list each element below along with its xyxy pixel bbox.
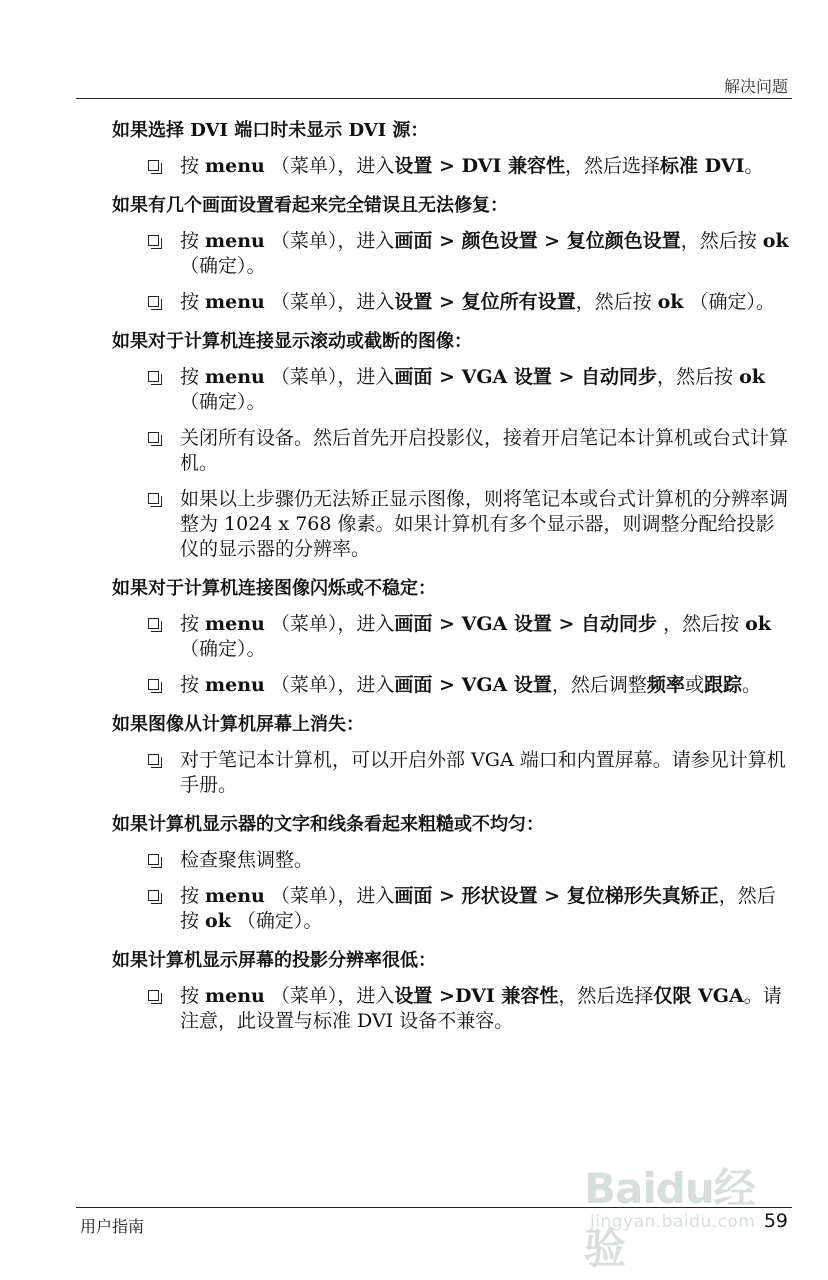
checkbox-bullet-icon — [148, 890, 159, 901]
item-text: 画面 > VGA 设置 > 自动同步 — [394, 613, 658, 635]
section — [112, 118, 792, 179]
item-text: ，然后按 — [575, 291, 658, 313]
list-item — [112, 848, 792, 873]
list-item — [112, 229, 792, 279]
item-text: （确定）。 — [180, 255, 266, 277]
page-number: 59 — [763, 1210, 788, 1232]
section-heading: 如果计算机显示屏幕的投影分辨率很低： — [112, 950, 436, 971]
list-item — [112, 884, 792, 934]
checkbox-bullet-icon — [148, 618, 159, 629]
checkbox-bullet-icon — [148, 990, 159, 1001]
item-text: 按 — [180, 230, 206, 252]
list-item — [112, 290, 792, 315]
item-text: menu — [205, 885, 265, 907]
item-text: 对于笔记本计算机，可以开启外部 VGA 端口和内置屏幕。请参见计算机手册。 — [180, 749, 786, 796]
item-text: ，然后按 — [657, 366, 740, 388]
section — [112, 712, 792, 798]
item-text: menu — [205, 613, 265, 635]
section — [112, 576, 792, 698]
item-text: （确定）。 — [683, 291, 776, 313]
checkbox-bullet-icon — [148, 432, 159, 443]
item-text: 频率 — [646, 674, 685, 696]
item-text: menu — [205, 366, 265, 388]
item-text: 画面 > VGA 设置 > 自动同步 — [394, 366, 658, 388]
item-text: （确定）。 — [180, 391, 266, 413]
item-text: menu — [205, 155, 265, 177]
item-text: ok — [657, 291, 684, 313]
section-heading: 如果计算机显示器的文字和线条看起来粗糙或不均匀： — [112, 814, 544, 835]
page-content — [112, 118, 792, 1048]
section-heading: 如果图像从计算机屏幕上消失： — [112, 714, 364, 735]
item-text: ，然后选择 — [558, 985, 654, 1007]
item-text: 跟踪 — [703, 674, 742, 696]
item-text: ok — [762, 230, 789, 252]
checkbox-bullet-icon — [148, 160, 159, 171]
item-text: （菜单），进入 — [264, 985, 395, 1007]
item-text: 检查聚焦调整。 — [180, 849, 314, 871]
item-text: 。 — [744, 155, 764, 177]
item-text: 画面 > 形状设置 > 复位梯形失真矫正 — [394, 885, 719, 907]
item-text: ok — [745, 613, 771, 635]
watermark-url: jingyan.baidu.com — [590, 1212, 756, 1232]
item-text: 按 — [180, 674, 206, 696]
item-text: 设置 > 复位所有设置 — [394, 291, 576, 313]
item-text: （菜单），进入 — [264, 230, 395, 252]
section — [112, 948, 792, 1034]
list-item — [112, 365, 792, 415]
item-text: （菜单），进入 — [264, 674, 395, 696]
item-text: 。请注意，此设置与标准 DVI 设备不兼容。 — [180, 985, 782, 1032]
list-item — [112, 748, 792, 798]
item-text: 。 — [741, 674, 761, 696]
item-text: 设置 >DVI 兼容性 — [394, 985, 559, 1007]
watermark — [584, 1150, 784, 1273]
item-text: 按 — [180, 613, 206, 635]
footer-title: 用户指南 — [80, 1217, 145, 1236]
item-text: ok — [205, 910, 231, 932]
section-heading: 如果选择 DVI 端口时未显示 DVI 源： — [112, 120, 429, 141]
item-text: （确定）。 — [180, 638, 266, 660]
item-text: 仅限 VGA — [653, 985, 744, 1007]
item-text: 关闭所有设备。然后首先开启投影仪，接着开启笔记本计算机或台式计算机。 — [180, 427, 789, 474]
item-text: （菜单），进入 — [264, 613, 395, 635]
checkbox-bullet-icon — [148, 854, 159, 865]
item-text: （菜单），进入 — [264, 155, 395, 177]
checkbox-bullet-icon — [148, 754, 159, 765]
list-item — [112, 487, 792, 562]
checkbox-bullet-icon — [148, 235, 159, 246]
item-text: menu — [205, 985, 265, 1007]
item-text: 按 — [180, 291, 206, 313]
list-item — [112, 673, 792, 698]
section — [112, 329, 792, 562]
page-header — [76, 70, 792, 99]
item-text: 画面 > VGA 设置 — [394, 674, 552, 696]
item-text: ，然后按 — [180, 885, 776, 932]
checkbox-bullet-icon — [148, 371, 159, 382]
section — [112, 193, 792, 315]
item-text: 画面 > 颜色设置 > 复位颜色设置 — [394, 230, 681, 252]
list-item — [112, 154, 792, 179]
item-text: ok — [739, 366, 765, 388]
section — [112, 812, 792, 934]
item-text: ，然后调整 — [551, 674, 647, 696]
item-text: 或 — [684, 674, 704, 696]
item-text: （菜单），进入 — [264, 291, 395, 313]
item-text: 按 — [180, 885, 206, 907]
item-text: ，然后选择 — [564, 155, 660, 177]
checkbox-bullet-icon — [148, 296, 159, 307]
item-text: 标准 DVI — [659, 155, 745, 177]
checkbox-bullet-icon — [148, 679, 159, 690]
list-item — [112, 612, 792, 662]
header-title: 解决问题 — [723, 77, 788, 96]
item-text: 按 — [180, 985, 206, 1007]
section-heading: 如果对于计算机连接图像闪烁或不稳定： — [112, 578, 436, 599]
section-heading: 如果有几个画面设置看起来完全错误且无法修复： — [112, 195, 508, 216]
item-text: ，然后按 — [657, 613, 746, 635]
item-text: ，然后按 — [680, 230, 763, 252]
item-text: menu — [205, 674, 265, 696]
watermark-logo: Baidu经验 — [584, 1164, 755, 1273]
item-text: （确定）。 — [230, 910, 323, 932]
list-item — [112, 426, 792, 476]
section-heading: 如果对于计算机连接显示滚动或截断的图像： — [112, 331, 472, 352]
checkbox-bullet-icon — [148, 493, 159, 504]
item-text: 设置 > DVI 兼容性 — [394, 155, 565, 177]
item-text: 按 — [180, 366, 206, 388]
item-text: menu — [205, 230, 265, 252]
item-text: 如果以上步骤仍无法矫正显示图像，则将笔记本或台式计算机的分辨率调整为 1024 x 768 像素。如果计算机有多个显示器，则调整分配给投影仪的显示器的分辨率。 — [180, 488, 789, 560]
item-text: 按 — [180, 155, 206, 177]
list-item — [112, 984, 792, 1034]
item-text: （菜单），进入 — [264, 885, 395, 907]
item-text: （菜单），进入 — [264, 366, 395, 388]
item-text: menu — [205, 291, 265, 313]
